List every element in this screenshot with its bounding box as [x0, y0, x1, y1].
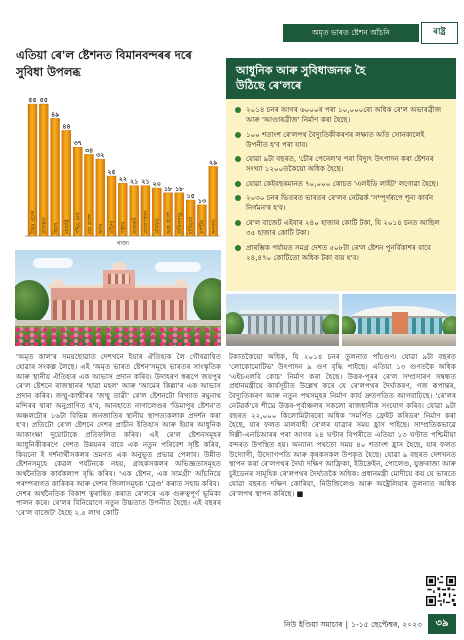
- list-item-text: ১০০ শতাংশ ৰে'লপথ বৈদ্যুতিকীকৰণৰ লক্ষ্যত অতি সোনকালেই উপনীত হ'ব পৰা যাব।: [246, 129, 425, 149]
- list-item-text: ৰে'ল বাজেট এইবাৰ ২৪০ হাজাৰ কোটি টকা, যি ২০১৪ চনত আছিল ৩৫ হাজাৰ কোটি টকা।: [246, 217, 440, 237]
- list-item: [235, 105, 447, 125]
- bullet-icon: [235, 156, 241, 162]
- bar-category-label: মহাৰাষ্ট্ৰ: [64, 219, 71, 234]
- bullet-icon: [235, 195, 241, 201]
- list-item-text: যোৱা ৯টা বছৰত, 'চৌৰ পেনেল'ৰ পৰা বিদ্যুৎ উৎপাদন কৰা ষ্টেশনৰ সংখ্যা ১২০০তকৈয়ো অধিক হৈছে।: [246, 154, 434, 174]
- publication-name: নিউ ইণ্ডিয়া সমাচাৰ: [283, 620, 343, 629]
- bar-value-label: ২৯: [209, 158, 218, 167]
- issue-date: ১-১৫ ছেপ্টেম্বৰ, ২০২৩: [351, 620, 422, 629]
- bar-category-label: পঞ্জাব: [120, 221, 127, 234]
- list-item: [235, 179, 447, 189]
- bullet-icon: [235, 220, 241, 226]
- bar-category-label: তামিলনাডু: [177, 212, 184, 234]
- bar-category-label: হাৰিয়ানা: [188, 216, 195, 234]
- bar-value-label: ২২: [118, 175, 128, 184]
- footer-separator: |: [345, 620, 349, 629]
- photo-tower-windows: [108, 274, 130, 284]
- photo-building: [248, 316, 326, 334]
- bar-category-label: উত্তৰ প্ৰদেশ: [30, 210, 37, 234]
- list-item-text: ২০৩০ চনৰ ভিতৰত ভাৰতৰ ৰে'লৰ নেটৱৰ্ক 'সম্পূৰ্ণৰূপে শূন্য কাৰ্বন নিৰ্গমন'ৰ হ'ব।: [246, 193, 434, 213]
- bar-value-label: ২১: [141, 177, 150, 186]
- bar-value-label: ১৮: [175, 184, 184, 193]
- article-paragraph: 'অমৃত কাল'ৰ সময়ছোৱাত দেশখনে ইয়াৰ ঐতিহ্যক লৈ গৌৰৱান্বিত হোৱাৰ সংকল্প লৈছে। এই 'অমৃত ভাৰত ষ্টেশন'সমূহে ভাৰতৰ সাংস্কৃতিক আৰু স্থানীয় ঐতিহ্যৰ এক আভাস প্ৰদান কৰিব। উদাহৰণ স্বৰূপে জয়পুৰ ৰে'ল ষ্টেশনে ৰাজস্থানৰ 'হাৱা মহল' আৰু 'আমেৰ কিল্লা'ৰ এক আভাস প্ৰদান কৰিব। জম্মু-কাশ্মীৰৰ 'জম্মু তাৱী' ৰে'ল ষ্টেশনটো বিখ্যাত ৰঘুনাথ মন্দিৰৰ দ্বাৰা অনুপ্ৰাণিত হ'ব, আনহাতে নাগালেণ্ডৰ 'ডিমাপুৰ ষ্টেশন'ত অঞ্চলটোৰ ১৬টা বিভিন্ন জনজাতিৰ স্থানীয় স্থাপত্যকলাক প্ৰদৰ্শন কৰা হ'ব। প্ৰতিটো ৰে'ল ষ্টেশনে দেশৰ প্ৰাচীন ইতিহাস আৰু ইয়াৰ আধুনিক আকাংক্ষা দুয়োটাকে প্ৰতিফলিত কৰিব। এই ৰে'ল ষ্টেশনসমূহৰ আধুনিকীকৰণে দেশত উন্নয়নৰ বাবে এক নতুন পৰিবেশ সৃষ্টি কৰিব, কিয়নো ই দৰ্শনাৰ্থীসকলৰ ভ্ৰমণত এক অনুভূত প্ৰভাৱ পেলাব। উন্নীত ষ্টেশনসমূহে কেৱল পৰ্যটনকে নহয়, গ্ৰাহকসকলৰ অভিজ্ঞতাসমূহত অৰ্থনৈতিক কাৰ্যকলাপ বৃদ্ধি কৰিব। 'এক ষ্টেশন, এক সামগ্ৰী' আঁচনিয়ে পৰম্পৰাগত কাৰিকৰ আৰু দেশৰ জিলাসমূহক 'ব্ৰেণ্ড' কৰাত সহায় কৰিব।: [16, 352, 221, 488]
- photo-building-arches: [53, 300, 185, 320]
- station-render-photo: [342, 294, 456, 346]
- photo-entrance: [392, 312, 408, 334]
- stations-by-state-bar-chart: [15, 90, 221, 248]
- bar-category-label: ঝাৰখণ্ড: [154, 218, 161, 234]
- article-paragraph: টকাতকৈয়ো অধিক, যি ২০১৪ চনৰ তুলনাত পাঁচগুণ। যোৱা ৯টা বছৰত 'লোকোমোটিভ' উৎপাদন ৯ গুণ বৃদ্ধি পাইছে। এতিয়া ১৩ গুণতকৈ অধিক 'এইচএলবি কোচ' নিৰ্মাণ কৰা হৈছে। উত্তৰ-পূৰৰ ৰে'ল সম্প্ৰসাৰণ সম্বন্ধত প্ৰধানমন্ত্ৰীয়ে কাৰ্যসূচীত উল্লেখ কৰে যে ৰে'লপথৰ দৈৰ্ঘ্যকৰণ, গজ ৰূপান্তৰ, বৈদ্যুতিকৰণ আৰু নতুন পথসমূহৰ নিৰ্মাণ কাৰ্য দ্ৰুতগতিত আগবাঢ়িছে। 'ৰে'লৰ নেটৱৰ্ক'ৰে শীঘ্ৰে উত্তৰ-পূৰ্বাঞ্চলৰ সকলো ৰাজধানীক সংযোগ কৰিব। যোৱা ৯টা বছৰত ২২,০০০ কিলোমিটাৰৰো অধিক 'সমৰ্পিত ফ্ৰেইট কৰিডৰ' নিৰ্মাণ কৰা হৈছে, যাৰ ফলত মালবাহী ৰে'লৰ যাত্ৰাৰ সময় হ্ৰাস পাইছে। সাম্প্ৰতিকভাৱে দিল্লী-এনচিআৰৰ পৰা আগৰ ২৪ ঘণ্টাৰ বিপৰীতে এতিয়া ১৩ ঘণ্টাত পশ্চিমীয়া বন্দৰত উপস্থিত হয়। অন্যান্য পথতো সময় ৪০ শতাংশ হ্ৰাস হৈছে, যাৰ ফলত উদ্যোগী, উদ্যোগপতি আৰু কৃষকসকল উপকৃত হৈছে। যোৱা ৯ বছৰত দেশখনত স্থাপন কৰা ৰে'লপথৰ দৈৰ্ঘ্য দক্ষিণ আফ্ৰিকা, ইউক্ৰেইন, পোলেণ্ড, যুক্তৰাজ্য আৰু চুইডেনৰ সামূহিক ৰে'লপথৰ দৈৰ্ঘ্যতকৈ অধিক। প্ৰধানমন্ত্ৰী মোদীয়ে কয় যে ভাৰতে যোৱা বছৰত দক্ষিণ কোৰিয়া, নিউজিলেণ্ড আৰু অষ্ট্ৰেলিয়াৰ তুলনাত অধিক ৰে'লপথ স্থাপন কৰিছে। ■: [229, 352, 456, 498]
- panel-title-line: উঠিছে ৰে'লৰে: [236, 79, 302, 92]
- photo-cloud: [33, 258, 73, 268]
- photo-dome: [53, 279, 63, 285]
- qr-code: [426, 576, 456, 606]
- panel-title: [226, 58, 456, 99]
- bar-category-label: অন্যান্য: [211, 219, 217, 234]
- chart-bar: [39, 104, 48, 236]
- x-axis-label: ৰাজ্য: [116, 240, 130, 247]
- list-item: [235, 193, 447, 213]
- bar-value-label: ৪৪: [62, 122, 71, 131]
- bar-category-label: অন্ধ্ৰ প্ৰদেশ: [165, 211, 172, 234]
- bullet-icon: [235, 245, 241, 251]
- feature-title-line: সুবিধা উপলব্ধ: [16, 65, 81, 79]
- bar-category-label: কৰ্ণাটক: [199, 219, 206, 234]
- bar-category-label: পশ্চিম বংগ: [75, 212, 82, 234]
- bar-value-label: ৫৫: [39, 96, 48, 104]
- page-footer: [250, 619, 422, 631]
- photo-cloud: [155, 262, 201, 272]
- list-item-text: ২০১৪ চনৰ আগৰ ৬০০০ৰ পৰা ১০,০০০ৰো অধিক ৰে'ল অভাৰব্ৰীজ আৰু 'আণ্ডাৰব্ৰীজ' নিৰ্মাণ কৰা হৈছে।: [246, 105, 442, 124]
- bar-category-label: ওড়িশা: [109, 220, 116, 234]
- station-photo: [15, 250, 221, 346]
- station-render-photo: [226, 294, 339, 346]
- bullet-icon: [235, 181, 241, 187]
- list-item-text: প্ৰাৰম্ভিক পৰ্যায়ত সমগ্ৰ দেশত ৫০৮টা ৰে'ল ষ্টেশন পুনৰ্বিকাশৰ বাবে ২৪,৪৭০ কোটিতো অধিক টকা ব্যয় হ'ব।: [246, 242, 431, 262]
- chart-bar: [51, 118, 60, 236]
- list-item-text: যোৱা কেইবছৰমানত ৭০,০০০ কোচত 'এলইডি লাইট' লগোৱা হৈছে।: [246, 178, 439, 188]
- bar-value-label: ১৮: [163, 184, 173, 193]
- article-column-right: [229, 352, 456, 606]
- bar-value-label: ১৩: [197, 196, 207, 205]
- bar-value-label: ২০: [152, 180, 161, 188]
- bar-category-label: তেলেংগানা: [143, 210, 150, 234]
- bar-category-label: অসম: [98, 223, 105, 234]
- bullet-icon: [235, 107, 241, 113]
- photo-plaza: [342, 334, 456, 346]
- bar-value-label: ৩৭: [73, 139, 82, 148]
- facts-list: [226, 99, 456, 263]
- bar-value-label: ২১: [129, 177, 139, 186]
- section-header: অমৃত ভাৰত ষ্টেশন আঁচনি: [283, 24, 419, 42]
- bar-value-label: ২৫: [107, 168, 116, 176]
- photo-flower-garden: [15, 326, 221, 346]
- panel-title-line: আধুনিক আৰু সুবিধাজনক হৈ: [236, 64, 366, 77]
- article-column-left: [16, 352, 221, 606]
- bar-value-label: ৪৯: [50, 110, 60, 119]
- bullet-icon: [235, 132, 241, 138]
- bar-category-label: ৰাজস্থান: [41, 217, 48, 234]
- bar-category-label: গুজৰাট: [131, 217, 138, 234]
- photo-dome: [112, 262, 126, 270]
- bar-category-label: বিহাৰ: [52, 222, 59, 234]
- list-item: [235, 130, 447, 150]
- list-item: [235, 243, 447, 263]
- bar-category-label: মধ্য প্ৰদেশ: [86, 213, 93, 234]
- railway-facts-panel: [226, 58, 456, 291]
- category-tag: ৰাষ্ট্ৰ: [421, 22, 458, 44]
- bar-value-label: ৫৫: [28, 96, 37, 104]
- feature-title-line: এতিয়া ৰে'ল ষ্টেশনত বিমানবন্দৰৰ দৰে: [16, 48, 192, 62]
- bar-value-label: ৩৪: [84, 146, 94, 155]
- list-item: [235, 218, 447, 238]
- bar-value-label: ১৫: [186, 192, 195, 200]
- feature-title: [16, 47, 221, 85]
- photo-road: [226, 334, 339, 346]
- photo-dome: [175, 279, 185, 285]
- bar-value-label: ৩২: [96, 151, 105, 160]
- list-item: [235, 154, 447, 174]
- article-paragraph: দেশৰ অৰ্থনৈতিক বিকাশ ত্বৰান্বিত কৰাত ৰে'লৰে এক গুৰুত্বপূৰ্ণ ভূমিকা পালন কৰে। ৰে'লৰ বিনিয়োগে নতুন উচ্চতাত উপনীত হৈছে। এই বছৰৰ 'ৰে'ল বাজেট' হৈছে ২.৫ লাখ কোটি: [16, 488, 221, 517]
- page-number: ৩৯: [428, 614, 456, 634]
